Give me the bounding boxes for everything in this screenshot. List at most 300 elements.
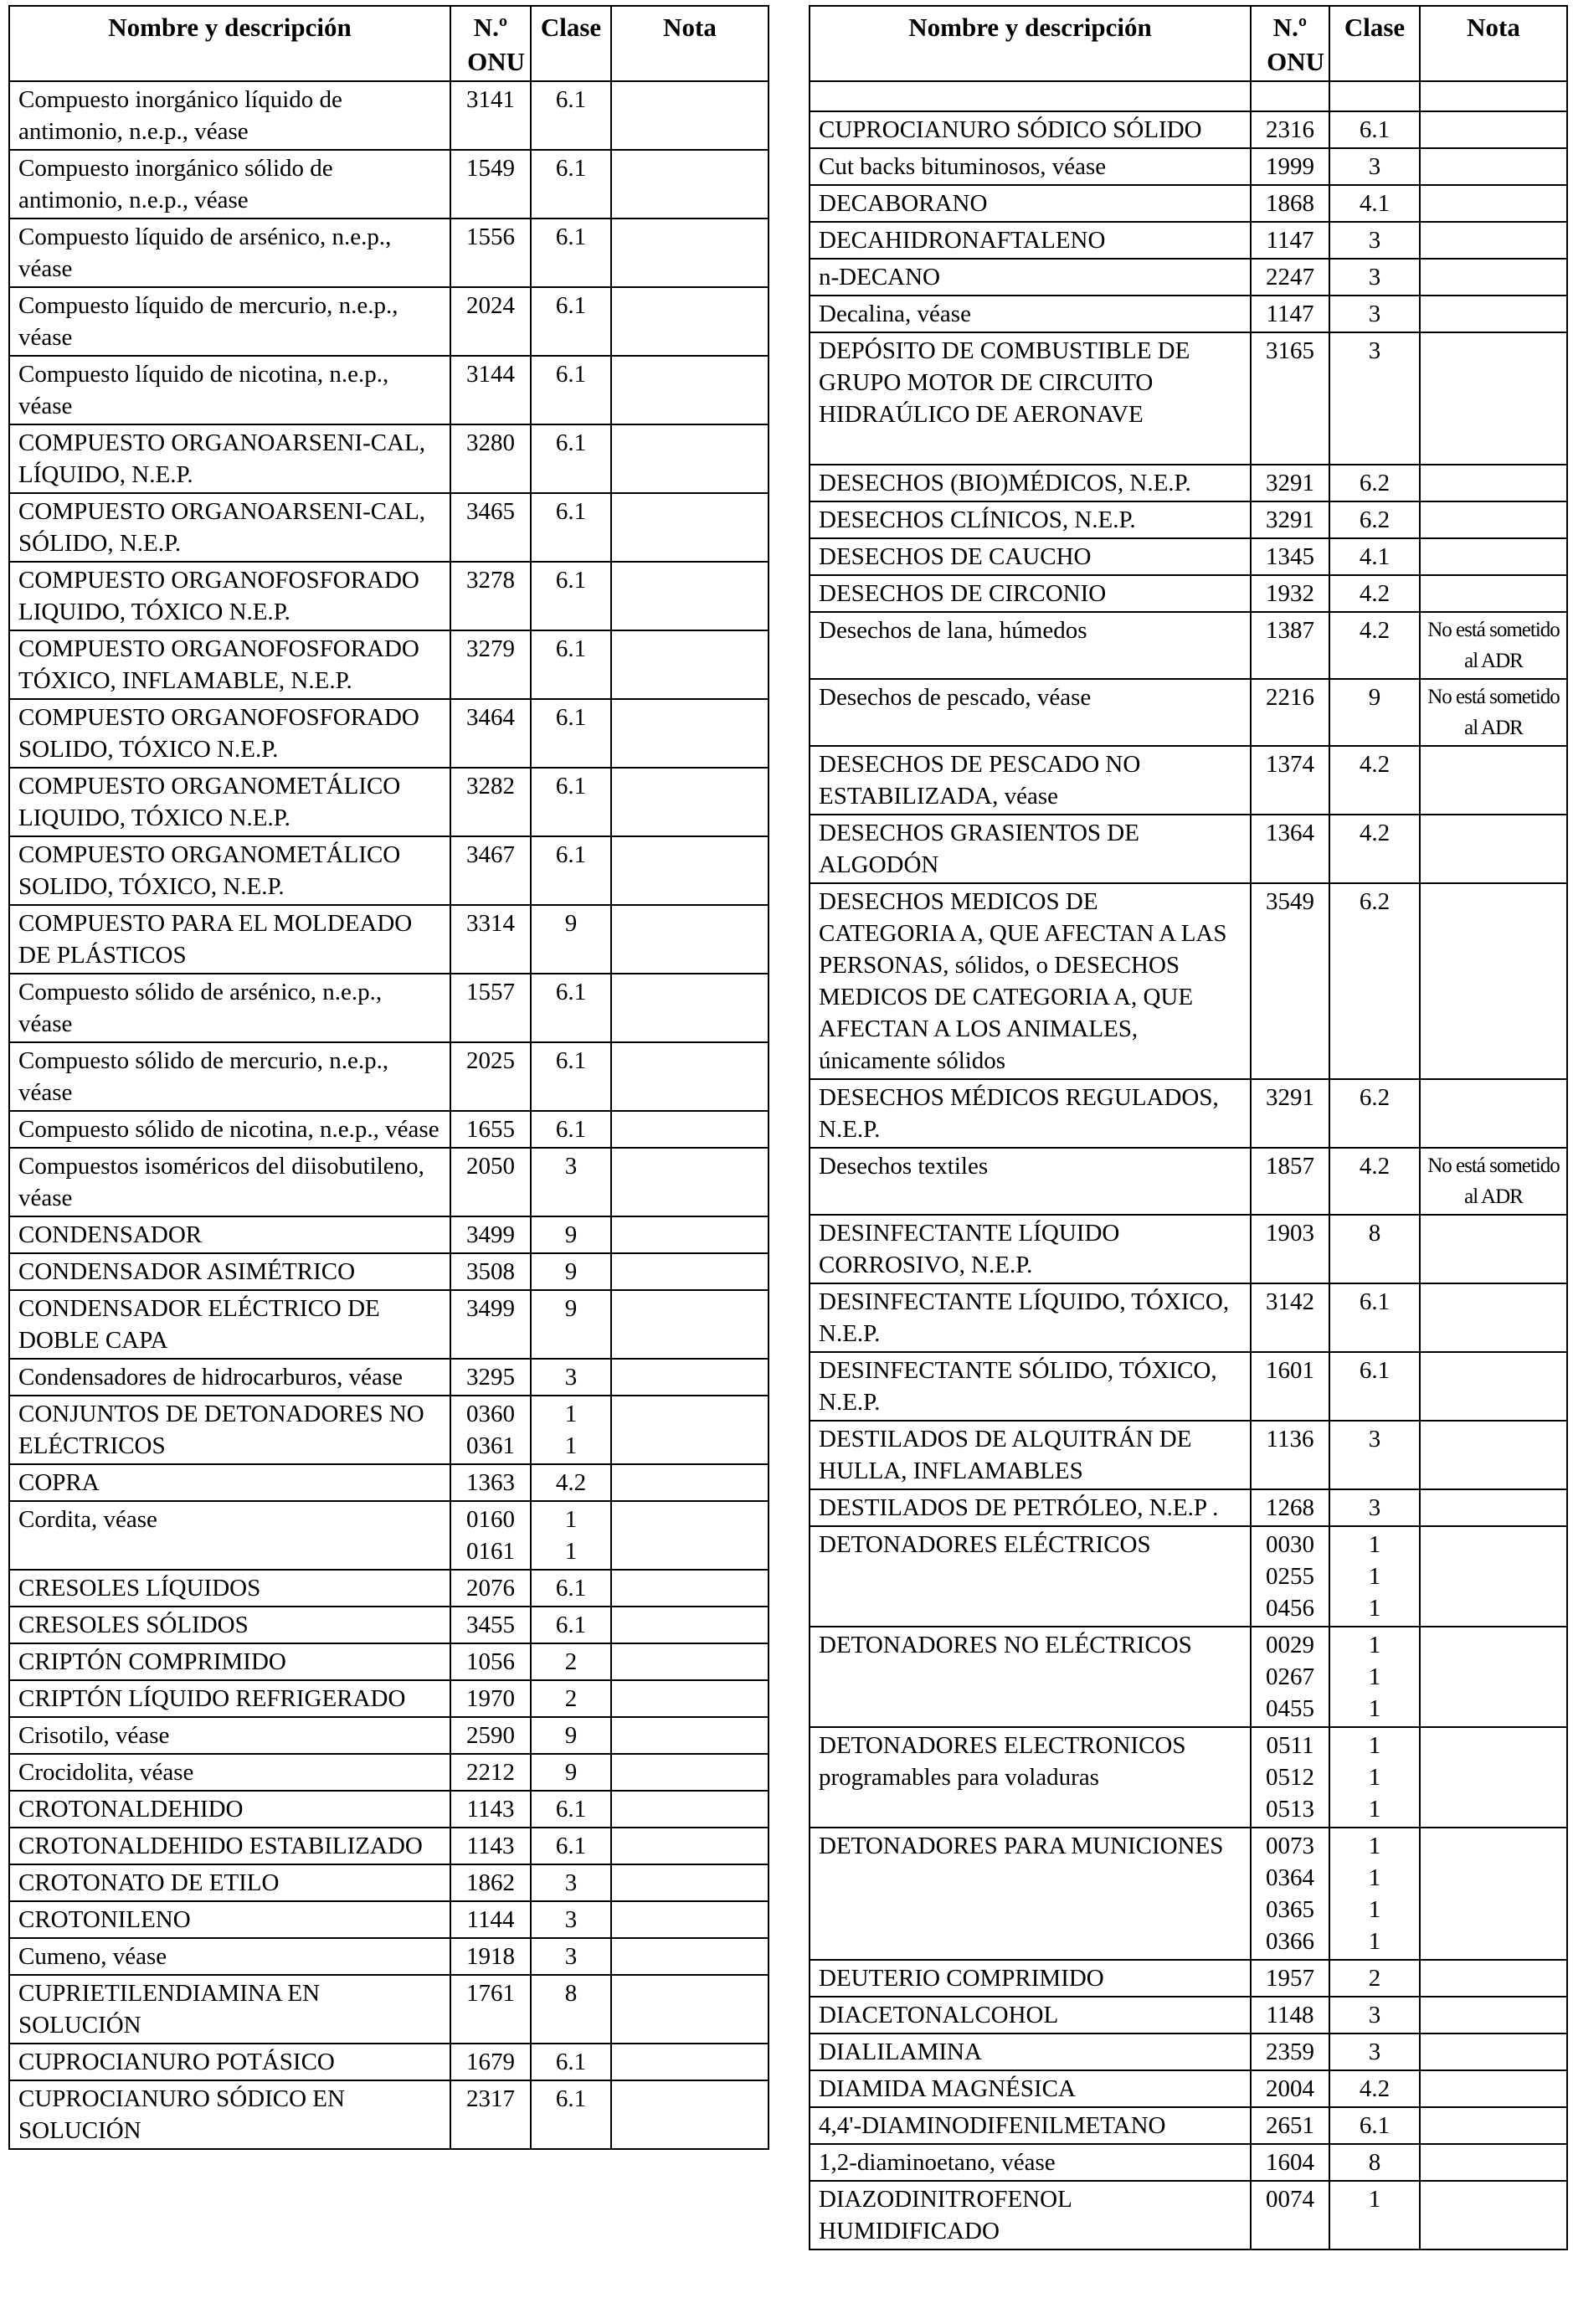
nota-value [1420,1997,1567,2034]
substance-name: CUPROCIANURO POTÁSICO [9,2044,450,2080]
table-row [9,1501,769,1570]
class-value-line: 6.1 [555,635,587,662]
class-value-line: 4.2 [1359,751,1391,778]
table-row [9,1148,769,1216]
class-value [1329,1526,1420,1627]
substance-name: Crocidolita, véase [9,1754,450,1791]
nota-value [1420,746,1567,815]
onu-number [450,2080,531,2149]
table-row [810,883,1567,1079]
table-row [9,905,769,974]
nota-value [611,1111,769,1148]
onu-number [450,1754,531,1791]
onu-number-line: 0255 [1266,1563,1314,1590]
substance-name: Compuesto inorgánico sólido de antimonio, n.e.p., véase [9,150,450,219]
substance-name: Compuesto sólido de nicotina, n.e.p., véase [9,1111,450,1148]
table-row [9,1938,769,1975]
table-row [810,746,1567,815]
substance-name: COMPUESTO PARA EL MOLDEADO DE PLÁSTICOS [9,905,450,974]
onu-number-line: 1147 [1266,227,1314,254]
table-row [9,2080,769,2149]
substance-name: Cordita, véase [9,1501,450,1570]
table-row [9,1680,769,1717]
onu-number-line: 0455 [1266,1695,1314,1722]
table-row [9,1643,769,1680]
nota-value [1420,185,1567,222]
class-value [531,1359,611,1396]
class-value-line: 6.1 [555,361,587,388]
table-row [9,356,769,424]
nota-value [1420,538,1567,575]
onu-number-line: 1387 [1266,617,1314,644]
class-value [531,905,611,974]
nota-value [611,1216,769,1253]
table-row [9,1607,769,1643]
class-value [531,1253,611,1290]
class-value [1329,746,1420,815]
table-row [9,1570,769,1607]
substance-name: COMPUESTO ORGANOFOSFORADO SOLIDO, TÓXICO N.E.P. [9,699,450,768]
onu-number-line: 1868 [1266,190,1314,217]
class-value-line: 6.1 [555,1116,587,1143]
onu-number [450,1111,531,1148]
class-value [531,1570,611,1607]
class-value-line: 6.1 [555,979,587,1005]
substance-name: DESINFECTANTE LÍQUIDO, TÓXICO, N.E.P. [810,1283,1251,1352]
nota-value [1420,501,1567,538]
nota-value [611,1791,769,1828]
onu-number-line: 1374 [1266,751,1314,778]
class-value-line: 6.1 [555,841,587,868]
onu-number-line: 1761 [466,1980,515,2007]
substance-name: COMPUESTO ORGANOMETÁLICO LIQUIDO, TÓXICO N.E.P. [9,768,450,836]
onu-number [450,493,531,562]
substance-name: COMPUESTO ORGANOFOSFORADO TÓXICO, INFLAMABLE, N.E.P. [9,630,450,699]
nota-value [1420,1489,1567,1526]
onu-number [450,287,531,356]
class-value [1329,1489,1420,1526]
onu-number-line: 0029 [1266,1632,1314,1658]
class-value-line: 3 [564,1943,578,1970]
substance-name: CRESOLES LÍQUIDOS [9,1570,450,1607]
class-value [1329,185,1420,222]
class-value-line: 3 [1368,153,1381,180]
table-row [810,1079,1567,1148]
class-value-line: 9 [1368,684,1381,711]
table-row [9,1901,769,1938]
substance-name: Crisotilo, véase [9,1717,450,1754]
nota-value [1420,222,1567,259]
class-value-line: 1 [1368,1563,1381,1590]
onu-number [1251,1997,1329,2034]
table-row [9,699,769,768]
onu-number [450,1359,531,1396]
class-value [1329,501,1420,538]
header-clase: Clase [531,6,611,81]
table-row [810,259,1567,296]
onu-number-line: 1857 [1266,1153,1314,1180]
class-value-line: 6.1 [555,1047,587,1074]
onu-number-line: 3499 [466,1221,515,1248]
table-row [810,1960,1567,1997]
class-value-line: 1 [564,1401,578,1427]
nota-value [611,356,769,424]
onu-number-line: 1136 [1266,1426,1314,1452]
onu-number [450,1148,531,1216]
class-value [531,562,611,630]
class-value [531,1396,611,1464]
onu-number-line: 2050 [466,1153,515,1180]
class-value-line: 6.1 [555,704,587,731]
onu-number-line: 0160 [466,1506,515,1533]
class-value [531,1828,611,1864]
class-value [1329,2107,1420,2144]
class-value [531,1754,611,1791]
nota-value [1420,465,1567,501]
substance-name: CRESOLES SÓLIDOS [9,1607,450,1643]
class-value [531,1717,611,1754]
class-value-line: 6.2 [1359,470,1391,496]
onu-number [450,1216,531,1253]
class-value [1329,1627,1420,1727]
onu-number [1251,538,1329,575]
class-value [531,1864,611,1901]
nota-value [611,1570,769,1607]
table-row [810,575,1567,612]
onu-number [1251,1215,1329,1283]
substance-name: Compuesto inorgánico líquido de antimonio, n.e.p., véase [9,81,450,150]
onu-number [450,1643,531,1680]
substance-name: Cut backs bituminosos, véase [810,148,1251,185]
onu-number-line: 1604 [1266,2149,1314,2176]
table-row [9,630,769,699]
class-value-line: 6.1 [555,498,587,525]
table-row [9,1975,769,2044]
class-value [1329,1828,1420,1960]
onu-number-line: 0267 [1266,1663,1314,1690]
table-row [810,612,1567,679]
onu-number-line: 1364 [1266,820,1314,846]
onu-number-line: 3508 [466,1258,515,1285]
class-value-line: 6.1 [555,86,587,113]
class-value [531,1938,611,1975]
class-value [531,1643,611,1680]
class-value-line: 2 [1368,1965,1381,1992]
onu-number [1251,465,1329,501]
nota-value [611,1148,769,1216]
nota-value: No está sometido al ADR [1420,679,1567,746]
onu-number-line: 1918 [466,1943,515,1970]
nota-value [611,1607,769,1643]
onu-number-line: 3282 [466,773,515,800]
onu-number-line: 3295 [466,1364,515,1391]
onu-number [450,1396,531,1464]
class-value-line: 1 [1368,1663,1381,1690]
substance-name: DESECHOS DE CIRCONIO [810,575,1251,612]
onu-number-line: 0073 [1266,1833,1314,1859]
nota-value [611,1901,769,1938]
onu-number [1251,2034,1329,2070]
substance-name: CUPROCIANURO SÓDICO EN SOLUCIÓN [9,2080,450,2149]
substance-name: Compuesto líquido de nicotina, n.e.p., véase [9,356,450,424]
nota-value: No está sometido al ADR [1420,612,1567,679]
nota-value [1420,1960,1567,1997]
substance-name: DESECHOS DE CAUCHO [810,538,1251,575]
class-value-line: 1 [1368,1595,1381,1622]
substance-name: DIACETONALCOHOL [810,1997,1251,2034]
class-value-line: 4.1 [1359,190,1391,217]
onu-number [450,1680,531,1717]
onu-number-line: 0030 [1266,1531,1314,1558]
class-value-line: 6.1 [1359,1288,1391,1315]
class-value-line: 3 [1368,337,1381,364]
class-value-line: 3 [1368,264,1381,290]
onu-number-line: 3279 [466,635,515,662]
onu-number [450,356,531,424]
table-row [810,81,1567,111]
class-value [1329,2181,1420,2249]
onu-number-line: 3291 [1266,506,1314,533]
table-row [810,2070,1567,2107]
class-value [1329,222,1420,259]
class-value-line: 1 [564,1538,578,1565]
substance-name: DIAMIDA MAGNÉSICA [810,2070,1251,2107]
onu-number-line: 3142 [1266,1288,1314,1315]
class-value [1329,1727,1420,1828]
class-value-line: 6.1 [1359,1357,1391,1384]
substance-name: CUPROCIANURO SÓDICO SÓLIDO [810,111,1251,148]
onu-number [1251,2144,1329,2181]
substance-name: COMPUESTO ORGANOFOSFORADO LIQUIDO, TÓXICO N.E.P. [9,562,450,630]
class-value-line: 4.1 [1359,543,1391,570]
class-value [531,81,611,150]
class-value-line: 1 [1368,1928,1381,1955]
substance-name: DETONADORES ELECTRONICOS programables para voladuras [810,1727,1251,1828]
class-value-line: 1 [1368,1796,1381,1823]
class-value-line: 4.2 [1359,2075,1391,2102]
class-value [1329,1079,1420,1148]
nota-value [1420,259,1567,296]
onu-number [1251,501,1329,538]
nota-value [1420,2034,1567,2070]
table-row [810,1352,1567,1421]
class-value-line: 1 [1368,1632,1381,1658]
class-value-line: 8 [1368,2149,1381,2176]
table-row [9,1290,769,1359]
table-row [810,1526,1567,1627]
table-row [810,1283,1567,1352]
class-value-line: 1 [564,1432,578,1459]
class-value-line: 6.2 [1359,506,1391,533]
substance-name: Desechos de pescado, véase [810,679,1251,746]
class-value-line: 6.1 [555,429,587,456]
nota-value [611,1042,769,1111]
class-value [531,1607,611,1643]
nota-value [1420,332,1567,465]
nota-value [611,150,769,219]
onu-number [450,2044,531,2080]
table-row [810,222,1567,259]
table-row [810,538,1567,575]
onu-number [1251,1421,1329,1489]
substance-name: Compuesto líquido de arsénico, n.e.p., véase [9,219,450,287]
nota-value [611,905,769,974]
class-value [1329,679,1420,746]
class-value [531,150,611,219]
nota-value [611,1717,769,1754]
class-value [531,219,611,287]
class-value-line: 4.2 [1359,1153,1391,1180]
class-value-line: 1 [1368,1732,1381,1759]
class-value [531,699,611,768]
nota-value [611,1828,769,1864]
class-value-line: 3 [1368,1494,1381,1521]
substance-name: CROTONILENO [9,1901,450,1938]
class-value-line: 3 [1368,2002,1381,2028]
onu-number [1251,815,1329,883]
onu-number [1251,332,1329,465]
onu-number [1251,2107,1329,2144]
onu-number-line: 0161 [466,1538,515,1565]
onu-number [1251,2181,1329,2249]
substance-name: DESECHOS DE PESCADO NO ESTABILIZADA, véase [810,746,1251,815]
table-row [810,332,1567,465]
table-row [9,219,769,287]
class-value-line: 3 [564,1869,578,1896]
substance-name: DESECHOS GRASIENTOS DE ALGODÓN [810,815,1251,883]
substance-name: DESTILADOS DE PETRÓLEO, N.E.P . [810,1489,1251,1526]
class-value-line: 6.1 [555,292,587,319]
onu-number-line: 1957 [1266,1965,1314,1992]
class-value-line: 6.1 [555,2085,587,2112]
onu-number-line: 3314 [466,910,515,937]
substance-name: DESINFECTANTE SÓLIDO, TÓXICO, N.E.P. [810,1352,1251,1421]
nota-value [611,2044,769,2080]
class-value-line: 8 [1368,1220,1381,1247]
class-value [1329,81,1420,111]
class-value-line: 2 [564,1685,578,1712]
onu-number-line: 1556 [466,224,515,250]
class-value-line: 6.1 [555,1796,587,1823]
substance-name: DIALILAMINA [810,2034,1251,2070]
nota-value [1420,2070,1567,2107]
nota-value [611,1396,769,1464]
onu-number [1251,1352,1329,1421]
class-value [1329,2070,1420,2107]
nota-value [1420,815,1567,883]
substance-name: DESINFECTANTE LÍQUIDO CORROSIVO, N.E.P. [810,1215,1251,1283]
class-value [1329,815,1420,883]
nota-value [611,974,769,1042]
substance-name: COMPUESTO ORGANOARSENI-CAL, LÍQUIDO, N.E.P. [9,424,450,493]
class-value-line: 3 [1368,227,1381,254]
onu-number [1251,296,1329,332]
onu-number-line: 3141 [466,86,515,113]
table-row [9,1464,769,1501]
class-value-line: 1 [1368,1833,1381,1859]
substance-name: DESTILADOS DE ALQUITRÁN DE HULLA, INFLAMABLES [810,1421,1251,1489]
onu-number-line: 3455 [466,1612,515,1638]
class-value [1329,575,1420,612]
onu-number [1251,2070,1329,2107]
substance-name: CONDENSADOR ASIMÉTRICO [9,1253,450,1290]
table-row [810,1215,1567,1283]
onu-number [450,1042,531,1111]
class-value-line: 6.1 [555,224,587,250]
onu-number-line: 1557 [466,979,515,1005]
class-value-line: 9 [564,910,578,937]
class-value [531,1791,611,1828]
onu-number [1251,575,1329,612]
onu-number-line: 1148 [1266,2002,1314,2028]
onu-number-line: 0511 [1266,1732,1314,1759]
nota-value [611,1938,769,1975]
header-onu: N.º ONU [1251,6,1329,81]
class-value [1329,111,1420,148]
substance-name: Desechos de lana, húmedos [810,612,1251,679]
nota-value [1420,2107,1567,2144]
onu-number [1251,259,1329,296]
onu-number-line: 3499 [466,1295,515,1322]
onu-number [450,1607,531,1643]
substance-name: Compuestos isoméricos del diisobutileno, véase [9,1148,450,1216]
class-value [1329,612,1420,679]
class-value [1329,1215,1420,1283]
nota-value [611,1359,769,1396]
class-value [531,287,611,356]
header-clase: Clase [1329,6,1420,81]
class-value [531,974,611,1042]
onu-number-line: 1862 [466,1869,515,1896]
header-name: Nombre y descripción [9,6,450,81]
onu-number-line: 0361 [466,1432,515,1459]
class-value-line: 9 [564,1722,578,1749]
class-value-line: 6.1 [555,1575,587,1602]
nota-value [1420,148,1567,185]
onu-number [450,1464,531,1501]
substance-name: COMPUESTO ORGANOARSENI-CAL, SÓLIDO, N.E.P. [9,493,450,562]
onu-number-line: 0360 [466,1401,515,1427]
class-value-line: 1 [1368,1896,1381,1923]
table-row [9,1864,769,1901]
header-name: Nombre y descripción [810,6,1251,81]
onu-number [450,1717,531,1754]
class-value [1329,1960,1420,1997]
nota-value [1420,1421,1567,1489]
header-row [9,6,769,81]
table-row [9,1111,769,1148]
nota-value [611,1864,769,1901]
nota-value [611,562,769,630]
onu-number-line: 2317 [466,2085,515,2112]
class-value-line: 4.2 [1359,617,1391,644]
onu-number [1251,1526,1329,1627]
left-table [8,5,769,2150]
onu-number-line: 2216 [1266,684,1314,711]
onu-number [450,1864,531,1901]
class-value-line: 9 [564,1759,578,1786]
onu-number-line: 0512 [1266,1764,1314,1791]
onu-number [1251,1283,1329,1352]
table-row [9,287,769,356]
onu-number [450,562,531,630]
substance-name: DECAHIDRONAFTALENO [810,222,1251,259]
class-value [1329,1352,1420,1421]
onu-number [450,150,531,219]
onu-number-line: 1143 [466,1833,515,1859]
class-value [1329,2034,1420,2070]
substance-name: COPRA [9,1464,450,1501]
